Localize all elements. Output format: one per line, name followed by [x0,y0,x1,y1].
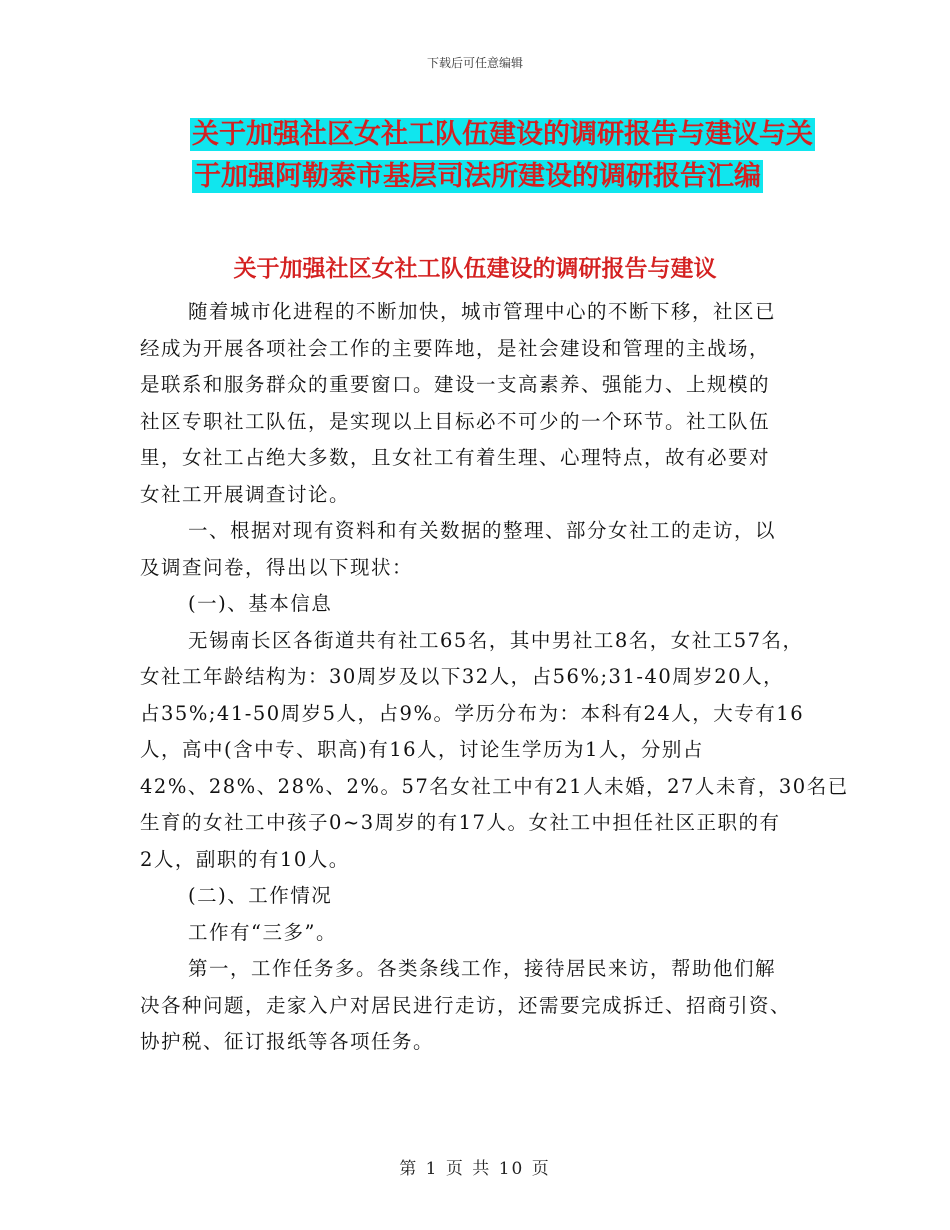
paragraph-line: 社区专职社工队伍，是实现以上目标必不可少的一个环节。社工队伍 [140,409,771,433]
paragraph-line: 随着城市化进程的不断加快，城市管理中心的不断下移，社区已 [188,300,777,323]
paragraph-line: 及调查问卷，得出以下现状： [140,555,414,579]
paragraph-line: 占35%;41-50周岁5人，占9%。学历分布为：本科有24人，大专有16 [140,701,805,725]
paragraph-line: 42%、28%、28%、2%。57名女社工中有21人未婚，27人未育，30名已 [140,774,849,798]
page-footer: 第 1 页 共 10 页 [399,1159,551,1179]
paragraph-line: 经成为开展各项社会工作的主要阵地，是社会建设和管理的主战场， [140,336,771,360]
paragraph-line: 女社工年龄结构为：30周岁及以下32人，占56%;31-40周岁20人， [140,665,785,688]
section-title: 关于加强社区女社工队伍建设的调研报告与建议 [233,256,717,282]
document-title-line-1: 关于加强社区女社工队伍建设的调研报告与建议与关 [192,119,813,150]
header-note: 下载后可任意编辑 [426,56,523,70]
paragraph-line: 协护税、征订报纸等各项任务。 [140,1030,435,1053]
document-title-line-2: 于加强阿勒泰市基层司法所建设的调研报告汇编 [194,161,761,192]
paragraph-line: 一、根据对现有资料和有关数据的整理、部分女社工的走访，以 [188,519,777,542]
document-title [190,114,830,198]
paragraph-line: 里，女社工占绝大多数，且女社工有着生理、心理特点，故有必要对 [140,446,771,469]
paragraph-line: 是联系和服务群众的重要窗口。建设一支高素养、强能力、上规模的 [140,373,771,396]
paragraph-line: 2人，副职的有10人。 [140,847,350,871]
body-text [140,294,849,1061]
paragraph-line: 决各种问题，走家入户对居民进行走访，还需要完成拆迁、招商引资、 [140,993,792,1017]
subheading: (二)、工作情况 [188,884,333,907]
paragraph-line: 工作有“三多”。 [188,920,337,944]
subheading: (一)、基本信息 [188,592,333,615]
paragraph-line: 生育的女社工中孩子0~3周岁的有17人。女社工中担任社区正职的有 [140,811,781,834]
paragraph-line: 女社工开展调查讨论。 [140,482,351,506]
paragraph-line: 人，高中(含中专、职高)有16人，讨论生学历为1人，分别占 [140,738,704,761]
paragraph-line: 无锡南长区各街道共有社工65名，其中男社工8名，女社工57名， [188,628,804,652]
paragraph-line: 第一，工作任务多。各类条线工作，接待居民来访，帮助他们解 [188,957,777,980]
